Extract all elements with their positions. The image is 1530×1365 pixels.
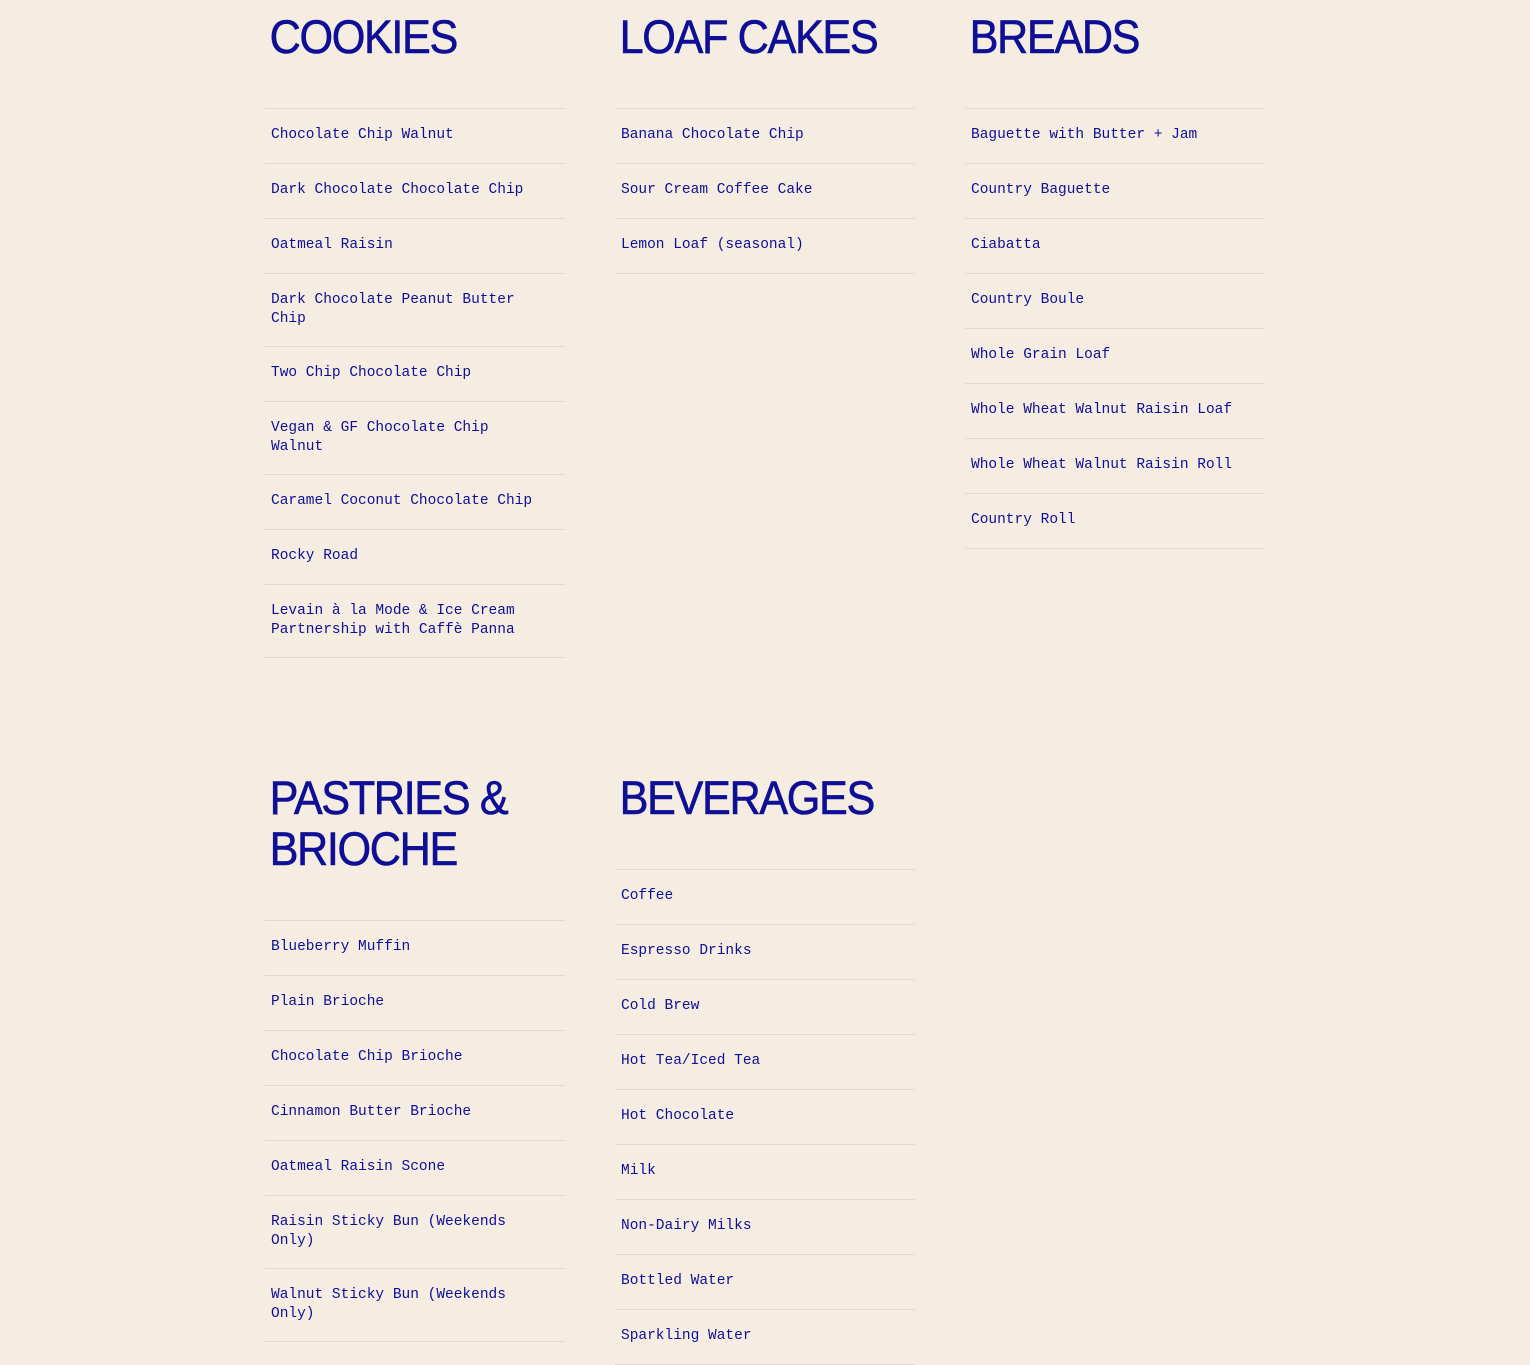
section-title-breads: BREADS bbox=[969, 10, 1140, 63]
list-item: Baguette with Butter + Jam bbox=[965, 109, 1265, 164]
list-item: Country Roll bbox=[965, 494, 1265, 549]
list-item: Non-Dairy Milks bbox=[615, 1200, 915, 1255]
list-item: Country Baguette bbox=[965, 164, 1265, 219]
section-title-beverages: BEVERAGES bbox=[619, 771, 874, 824]
list-item: Raisin Sticky Bun (Weekends Only) bbox=[265, 1196, 565, 1269]
list-item: Chocolate Chip Brioche bbox=[265, 1031, 565, 1086]
list-item: Banana Chocolate Chip bbox=[615, 109, 915, 164]
list-item: Vegan & GF Chocolate Chip Walnut bbox=[265, 402, 565, 475]
list-item: Whole Wheat Walnut Raisin Loaf bbox=[965, 384, 1265, 439]
menu-section-pastries-brioche bbox=[265, 772, 565, 1342]
menu-section-loaf-cakes bbox=[615, 11, 915, 274]
list-item: Rocky Road bbox=[265, 530, 565, 585]
menu-section-cookies bbox=[265, 11, 565, 658]
list-item: Blueberry Muffin bbox=[265, 921, 565, 976]
list-item: Hot Tea/Iced Tea bbox=[615, 1035, 915, 1090]
list-item: Whole Wheat Walnut Raisin Roll bbox=[965, 439, 1265, 494]
list-item: Whole Grain Loaf bbox=[965, 329, 1265, 384]
list-item: Hot Chocolate bbox=[615, 1090, 915, 1145]
list-item: Sparkling Water bbox=[615, 1310, 915, 1365]
list-item: Bottled Water bbox=[615, 1255, 915, 1310]
section-title-cookies: COOKIES bbox=[269, 10, 457, 63]
list-item: Lemon Loaf (seasonal) bbox=[615, 219, 915, 274]
list-item: Cinnamon Butter Brioche bbox=[265, 1086, 565, 1141]
cookies-list bbox=[265, 108, 565, 658]
menu-section-beverages bbox=[615, 772, 915, 1365]
list-item: Two Chip Chocolate Chip bbox=[265, 347, 565, 402]
list-item: Dark Chocolate Chocolate Chip bbox=[265, 164, 565, 219]
breads-list bbox=[965, 108, 1265, 549]
beverages-list bbox=[615, 869, 915, 1365]
list-item: Dark Chocolate Peanut Butter Chip bbox=[265, 274, 565, 347]
list-item: Walnut Sticky Bun (Weekends Only) bbox=[265, 1269, 565, 1342]
list-item: Espresso Drinks bbox=[615, 925, 915, 980]
list-item: Sour Cream Coffee Cake bbox=[615, 164, 915, 219]
loaf-cakes-list bbox=[615, 108, 915, 274]
menu-section-breads bbox=[965, 11, 1265, 549]
list-item: Country Boule bbox=[965, 274, 1265, 329]
list-item: Chocolate Chip Walnut bbox=[265, 109, 565, 164]
list-item: Oatmeal Raisin Scone bbox=[265, 1141, 565, 1196]
section-title-pastries-brioche: PASTRIES & BRIOCHE bbox=[269, 771, 508, 875]
list-item: Plain Brioche bbox=[265, 976, 565, 1031]
pastries-list bbox=[265, 920, 565, 1342]
list-item: Coffee bbox=[615, 870, 915, 925]
list-item: Cold Brew bbox=[615, 980, 915, 1035]
list-item: Ciabatta bbox=[965, 219, 1265, 274]
list-item: Oatmeal Raisin bbox=[265, 219, 565, 274]
list-item: Caramel Coconut Chocolate Chip bbox=[265, 475, 565, 530]
list-item: Levain à la Mode & Ice Cream Partnership with Caffè Panna bbox=[265, 585, 565, 658]
section-title-loaf-cakes: LOAF CAKES bbox=[619, 10, 878, 63]
list-item: Milk bbox=[615, 1145, 915, 1200]
